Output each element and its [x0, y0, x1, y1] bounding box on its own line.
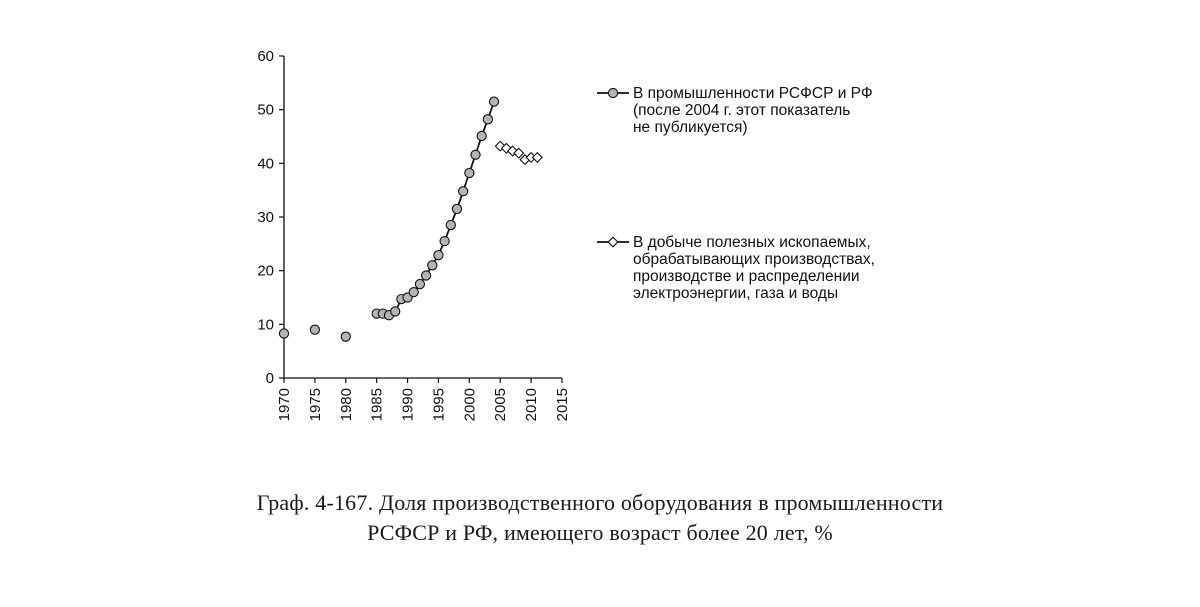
series-1-point [452, 204, 461, 213]
series-1-point [391, 307, 400, 316]
series-1-point [465, 168, 474, 177]
figure-caption-line-1: Граф. 4-167. Доля производственного оборудования в промышленности [256, 490, 944, 515]
chart-legend [597, 85, 875, 302]
x-tick-label: 2010 [523, 388, 541, 422]
x-tick-label: 1970 [276, 388, 293, 422]
series-1-point [459, 187, 468, 196]
x-tick-label: 2005 [492, 388, 510, 422]
figure-caption-line-2: РСФСР и РФ, имеющего возраст более 20 лет, % [367, 520, 833, 545]
x-tick-label: 2015 [554, 388, 571, 422]
series-1-point [434, 251, 443, 260]
x-axis-ticks [276, 378, 571, 421]
series-1-point [446, 220, 455, 229]
y-tick-label: 20 [257, 262, 274, 280]
series-1-point [421, 271, 430, 280]
series-1-point [428, 261, 437, 270]
series-1-point [471, 150, 480, 159]
legend-2-marker [608, 237, 618, 247]
legend-1-text: не публикуется) [633, 119, 748, 136]
legend-1-marker [608, 88, 617, 97]
series-1-point [310, 325, 319, 334]
series-1-point [483, 115, 492, 124]
y-tick-label: 50 [257, 101, 274, 119]
chart-axes [284, 56, 562, 378]
legend-2-text: В добыче полезных ископаемых, [633, 234, 871, 251]
y-tick-label: 0 [265, 370, 274, 387]
y-tick-label: 30 [257, 209, 274, 226]
series-1-point [477, 131, 486, 140]
series-1-point [279, 329, 288, 338]
y-tick-label: 60 [257, 48, 274, 65]
x-tick-label: 1995 [430, 388, 448, 422]
series-1-point [489, 97, 498, 106]
series-1-point [409, 288, 418, 297]
legend-2-text: обрабатывающих производствах, [633, 251, 875, 268]
legend-1-text: В промышленности РСФСР и РФ [633, 85, 873, 102]
chart-series [279, 97, 542, 341]
x-tick-label: 1990 [399, 388, 417, 422]
y-tick-label: 40 [257, 155, 274, 173]
series-1-point [440, 237, 449, 246]
legend-2-text: электроэнергии, газа и воды [633, 285, 839, 302]
series-1-point [415, 279, 424, 288]
series-1-line [377, 102, 494, 316]
series-1-point [341, 332, 350, 341]
x-tick-label: 2000 [461, 388, 479, 422]
x-tick-label: 1985 [368, 388, 386, 422]
y-tick-label: 10 [257, 316, 274, 334]
legend-2-text: производстве и распределении [633, 268, 860, 285]
x-tick-label: 1980 [337, 388, 355, 422]
legend-1-text: (после 2004 г. этот показатель [633, 102, 851, 119]
series-2-point [532, 153, 542, 163]
x-tick-label: 1975 [306, 388, 324, 422]
